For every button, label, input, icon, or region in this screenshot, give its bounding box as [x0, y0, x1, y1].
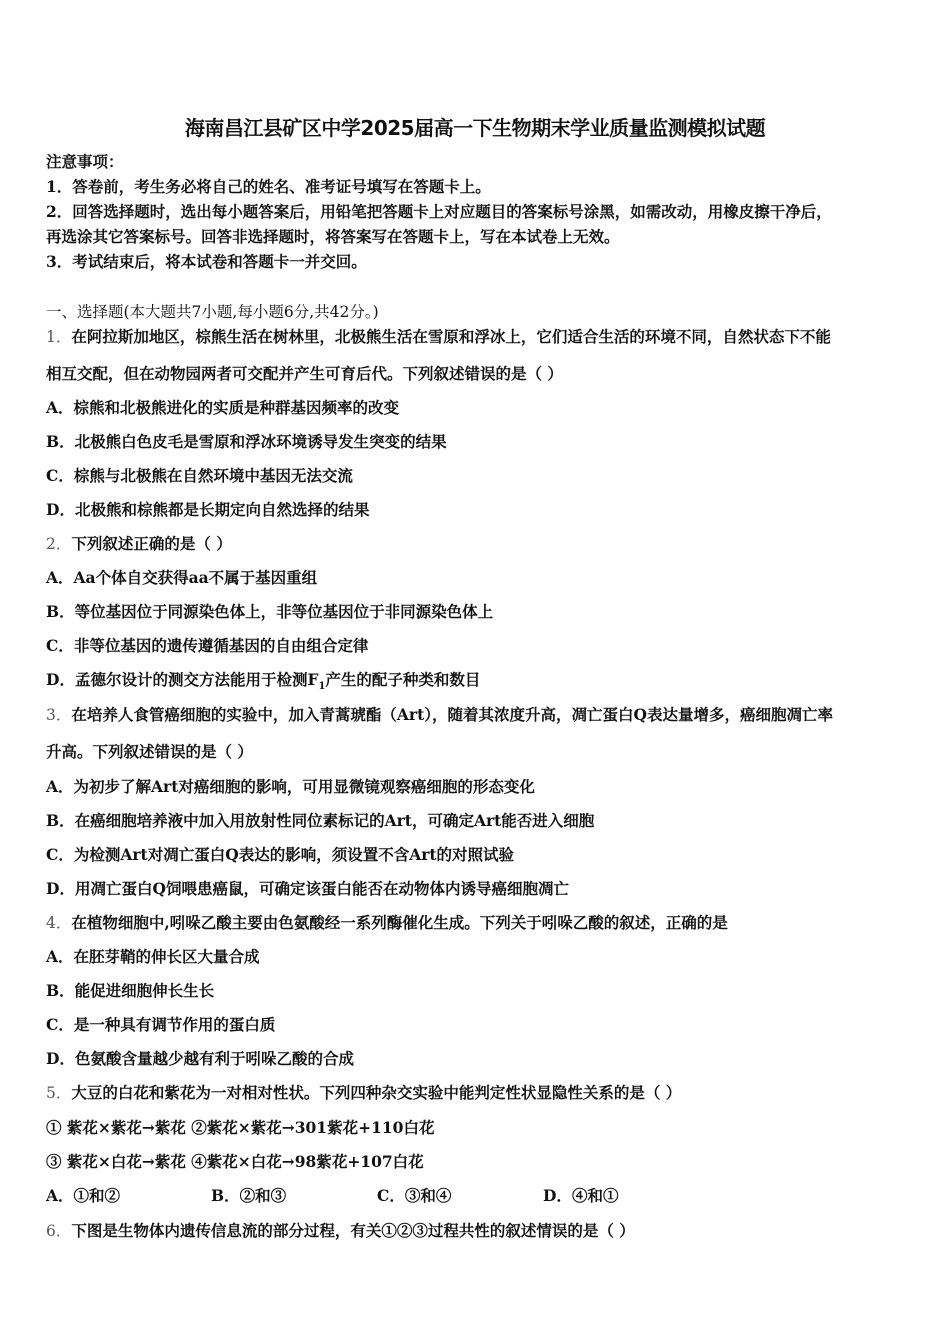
- question-number: 1．: [46, 328, 72, 346]
- question-2-stem: [46, 534, 232, 554]
- notice-item: 3．考试结束后，将本试卷和答题卡一并交回。: [46, 252, 367, 271]
- notice-item: 1．答卷前，考生务必将自己的姓名、准考证号填写在答题卡上。: [46, 177, 491, 196]
- question-number: 5．: [46, 1084, 72, 1102]
- option-b: B．等位基因位于同源染色体上，非等位基因位于非同源染色体上: [46, 602, 494, 621]
- option-a: A．为初步了解Art对癌细胞的影响，可用显微镜观察癌细胞的形态变化: [46, 777, 535, 796]
- question-number: 3．: [46, 706, 72, 724]
- question-3-stem: [46, 705, 833, 725]
- question-text: 在植物细胞中,吲哚乙酸主要由色氨酸经一系列酶催化生成。下列关于吲哚乙酸的叙述，正确的是: [71, 913, 728, 932]
- question-1-stem: [46, 327, 831, 347]
- question-text: 大豆的白花和紫花为一对相对性状。下列四种杂交实验中能判定性状显隐性关系的是（ ）: [71, 1083, 682, 1102]
- option-a: A．①和②: [46, 1186, 121, 1205]
- option-c: C．是一种具有调节作用的蛋白质: [46, 1015, 276, 1034]
- cross-line-1: ① 紫花×紫花→紫花 ②紫花×紫花→301紫花+110白花: [46, 1118, 435, 1137]
- option-d: [46, 670, 480, 697]
- option-b: B．能促进细胞伸长生长: [46, 981, 215, 1000]
- question-4-stem: [46, 913, 728, 933]
- option-d: D．色氨酸含量越少越有利于吲哚乙酸的合成: [46, 1049, 354, 1068]
- option-d: D．用凋亡蛋白Q饲喂患癌鼠，可确定该蛋白能否在动物体内诱导癌细胞凋亡: [46, 879, 569, 898]
- option-b: B．②和③: [211, 1186, 287, 1205]
- options-row: [46, 1186, 906, 1206]
- question-number: 4．: [46, 914, 72, 932]
- question-number: 2．: [46, 535, 72, 553]
- option-b: B．在癌细胞培养液中加入用放射性同位素标记的Art，可确定Art能否进入细胞: [46, 811, 595, 830]
- option-c: C．③和④: [377, 1186, 452, 1205]
- page-title: 海南昌江县矿区中学2025届高一下生物期末学业质量监测模拟试题: [184, 116, 766, 140]
- option-d-text: D．孟德尔设计的测交方法能用于检测F: [46, 670, 319, 689]
- question-text: 在培养人食管癌细胞的实验中，加入青蒿琥酯（Art），随着其浓度升高，凋亡蛋白Q表达量增多，癌细胞凋亡率: [71, 705, 833, 724]
- notice-item: 2．回答选择题时，选出每小题答案后，用铅笔把答题卡上对应题目的答案标号涂黑，如需改动，用橡皮擦干净后，: [46, 202, 832, 221]
- question-1-stem-cont: 相互交配，但在动物园两者可交配并产生可育后代。下列叙述错误的是（ ）: [46, 364, 563, 383]
- question-5-stem: [46, 1083, 681, 1103]
- notice-item: 再选涂其它答案标号。回答非选择题时，将答案写在答题卡上，写在本试卷上无效。: [46, 227, 620, 246]
- question-6-stem: [46, 1221, 635, 1241]
- option-c: C．棕熊与北极熊在自然环境中基因无法交流: [46, 466, 353, 485]
- option-b: B．北极熊白色皮毛是雪原和浮冰环境诱导发生突变的结果: [46, 432, 447, 451]
- question-text: 在阿拉斯加地区，棕熊生活在树林里，北极熊生活在雪原和浮冰上，它们适合生活的环境不同，自然状态下不能: [71, 327, 831, 346]
- question-3-stem-cont: 升高。下列叙述错误的是（ ）: [46, 742, 253, 761]
- section-heading: 一、选择题(本大题共7小题,每小题6分,共42分。): [46, 303, 379, 321]
- option-a: A．Aa个体自交获得aa不属于基因重组: [46, 568, 318, 587]
- question-text: 下图是生物体内遗传信息流的部分过程，有关①②③过程共性的叙述情误的是（ ）: [71, 1221, 635, 1240]
- option-d-text-cont: 产生的配子种类和数目: [325, 670, 481, 689]
- notice-heading: 注意事项：: [46, 152, 124, 171]
- option-a: A．在胚芽鞘的伸长区大量合成: [46, 947, 260, 966]
- question-number: 6．: [46, 1222, 72, 1240]
- cross-line-2: ③ 紫花×白花→紫花 ④紫花×白花→98紫花+107白花: [46, 1152, 424, 1171]
- option-a: A．棕熊和北极熊进化的实质是种群基因频率的改变: [46, 398, 400, 417]
- option-d: D．④和①: [543, 1186, 619, 1205]
- option-c: C．为检测Art对凋亡蛋白Q表达的影响，须设置不含Art的对照试验: [46, 845, 515, 864]
- subscript: 1: [318, 681, 326, 693]
- option-c: C．非等位基因的遗传遵循基因的自由组合定律: [46, 636, 369, 655]
- question-text: 下列叙述正确的是（ ）: [71, 534, 232, 553]
- option-d: D．北极熊和棕熊都是长期定向自然选择的结果: [46, 500, 370, 519]
